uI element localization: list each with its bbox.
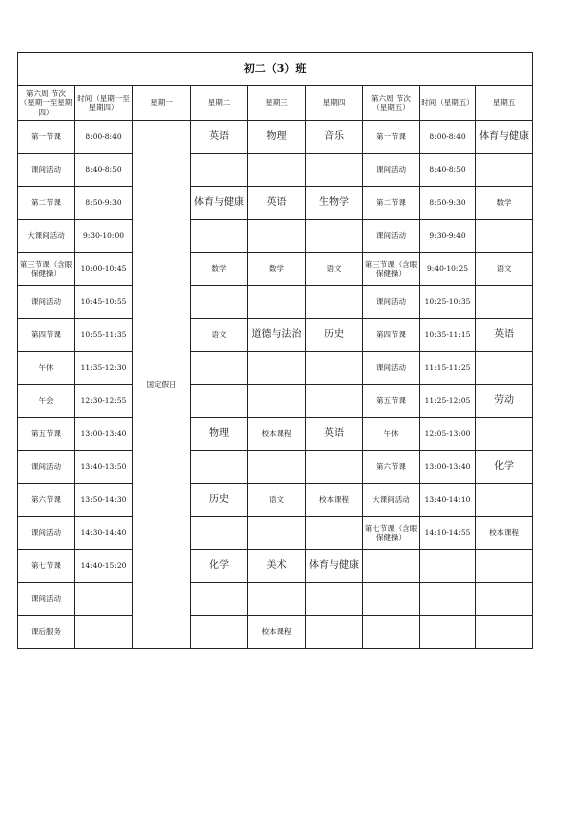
wednesday-cell: 校本课程 [248, 418, 306, 451]
header-cell: 第六周 节次（星期一至星期四） [18, 86, 75, 121]
time-cell: 14:30-14:40 [75, 517, 133, 550]
friday-cell [476, 583, 533, 616]
thursday-cell: 语文 [306, 253, 363, 286]
tuesday-cell [191, 385, 248, 418]
time-cell: 14:40-15:20 [75, 550, 133, 583]
thursday-cell: 体育与健康 [306, 550, 363, 583]
period-cell: 第三节课（含眼保健操） [18, 253, 75, 286]
timetable-row [18, 319, 533, 352]
friday-time-cell: 8:50-9:30 [420, 187, 476, 220]
time-cell: 13:40-13:50 [75, 451, 133, 484]
friday-cell: 英语 [476, 319, 533, 352]
friday-cell [476, 484, 533, 517]
friday-time-cell: 8:40-8:50 [420, 154, 476, 187]
timetable-row [18, 352, 533, 385]
timetable-row [18, 451, 533, 484]
period-cell: 午休 [18, 352, 75, 385]
friday-time-cell: 13:40-14:10 [420, 484, 476, 517]
friday-period-cell: 第四节课 [363, 319, 420, 352]
monday-holiday-cell: 国定假日 [133, 121, 191, 649]
friday-time-cell: 12:05-13:00 [420, 418, 476, 451]
wednesday-cell: 英语 [248, 187, 306, 220]
period-cell: 课间活动 [18, 583, 75, 616]
friday-period-cell: 第七节课（含眼保健操） [363, 517, 420, 550]
time-cell [75, 616, 133, 649]
tuesday-cell [191, 220, 248, 253]
timetable-row [18, 385, 533, 418]
period-cell: 课后服务 [18, 616, 75, 649]
period-cell: 午会 [18, 385, 75, 418]
timetable-row [18, 550, 533, 583]
wednesday-cell [248, 385, 306, 418]
friday-time-cell [420, 616, 476, 649]
header-cell: 星期四 [306, 86, 363, 121]
header-cell: 时间（星期五） [420, 86, 476, 121]
thursday-cell: 英语 [306, 418, 363, 451]
timetable-row [18, 154, 533, 187]
wednesday-cell [248, 286, 306, 319]
wednesday-cell: 数学 [248, 253, 306, 286]
time-cell: 13:50-14:30 [75, 484, 133, 517]
wednesday-cell: 美术 [248, 550, 306, 583]
wednesday-cell [248, 517, 306, 550]
tuesday-cell [191, 451, 248, 484]
time-cell: 10:55-11:35 [75, 319, 133, 352]
timetable-row [18, 121, 533, 154]
friday-period-cell: 第一节课 [363, 121, 420, 154]
friday-time-cell: 10:25-10:35 [420, 286, 476, 319]
period-cell: 课间活动 [18, 517, 75, 550]
friday-cell: 校本课程 [476, 517, 533, 550]
friday-period-cell: 课间活动 [363, 352, 420, 385]
period-cell: 第五节课 [18, 418, 75, 451]
friday-cell [476, 286, 533, 319]
tuesday-cell: 数学 [191, 253, 248, 286]
tuesday-cell [191, 286, 248, 319]
timetable-row [18, 220, 533, 253]
friday-cell: 数学 [476, 187, 533, 220]
friday-cell [476, 220, 533, 253]
header-cell: 星期一 [133, 86, 191, 121]
friday-time-cell: 11:15-11:25 [420, 352, 476, 385]
friday-period-cell: 第五节课 [363, 385, 420, 418]
friday-time-cell: 9:40-10:25 [420, 253, 476, 286]
thursday-cell: 校本课程 [306, 484, 363, 517]
friday-time-cell: 8:00-8:40 [420, 121, 476, 154]
thursday-cell [306, 154, 363, 187]
time-cell: 12:30-12:55 [75, 385, 133, 418]
friday-cell: 体育与健康 [476, 121, 533, 154]
timetable-row [18, 517, 533, 550]
time-cell: 10:45-10:55 [75, 286, 133, 319]
period-cell: 第一节课 [18, 121, 75, 154]
time-cell: 8:40-8:50 [75, 154, 133, 187]
friday-cell [476, 154, 533, 187]
friday-period-cell: 第三节课（含眼保健操） [363, 253, 420, 286]
friday-period-cell [363, 616, 420, 649]
header-cell: 第六周 节次（星期五） [363, 86, 420, 121]
thursday-cell [306, 352, 363, 385]
tuesday-cell: 英语 [191, 121, 248, 154]
timetable-row [18, 418, 533, 451]
class-timetable [17, 52, 533, 649]
period-cell: 课间活动 [18, 154, 75, 187]
thursday-cell [306, 616, 363, 649]
header-cell: 时间（星期一至星期四） [75, 86, 133, 121]
period-cell: 第四节课 [18, 319, 75, 352]
wednesday-cell [248, 220, 306, 253]
timetable-row [18, 583, 533, 616]
thursday-cell [306, 451, 363, 484]
friday-period-cell: 第二节课 [363, 187, 420, 220]
tuesday-cell: 化学 [191, 550, 248, 583]
time-cell: 8:00-8:40 [75, 121, 133, 154]
friday-cell [476, 352, 533, 385]
friday-period-cell [363, 583, 420, 616]
friday-period-cell: 大课间活动 [363, 484, 420, 517]
friday-time-cell [420, 550, 476, 583]
period-cell: 第二节课 [18, 187, 75, 220]
tuesday-cell: 历史 [191, 484, 248, 517]
friday-time-cell: 10:35-11:15 [420, 319, 476, 352]
time-cell: 13:00-13:40 [75, 418, 133, 451]
friday-cell: 语文 [476, 253, 533, 286]
timetable-row [18, 253, 533, 286]
friday-period-cell [363, 550, 420, 583]
period-cell: 课间活动 [18, 286, 75, 319]
timetable-title: 初二（3）班 [18, 53, 533, 86]
tuesday-cell [191, 517, 248, 550]
tuesday-cell: 物理 [191, 418, 248, 451]
time-cell [75, 583, 133, 616]
tuesday-cell: 语文 [191, 319, 248, 352]
friday-cell: 化学 [476, 451, 533, 484]
wednesday-cell [248, 451, 306, 484]
period-cell: 课间活动 [18, 451, 75, 484]
thursday-cell [306, 385, 363, 418]
thursday-cell [306, 286, 363, 319]
header-cell: 星期五 [476, 86, 533, 121]
friday-time-cell: 11:25-12:05 [420, 385, 476, 418]
friday-time-cell: 14:10-14:55 [420, 517, 476, 550]
timetable-row [18, 286, 533, 319]
wednesday-cell [248, 583, 306, 616]
time-cell: 11:35-12:30 [75, 352, 133, 385]
period-cell: 第七节课 [18, 550, 75, 583]
tuesday-cell [191, 583, 248, 616]
header-cell: 星期三 [248, 86, 306, 121]
period-cell: 大课间活动 [18, 220, 75, 253]
wednesday-cell: 校本课程 [248, 616, 306, 649]
friday-period-cell: 第六节课 [363, 451, 420, 484]
wednesday-cell: 物理 [248, 121, 306, 154]
time-cell: 9:30-10:00 [75, 220, 133, 253]
friday-cell [476, 550, 533, 583]
thursday-cell [306, 220, 363, 253]
friday-cell: 劳动 [476, 385, 533, 418]
timetable-row [18, 187, 533, 220]
header-row [18, 86, 533, 121]
wednesday-cell: 道德与法治 [248, 319, 306, 352]
wednesday-cell [248, 352, 306, 385]
friday-cell [476, 418, 533, 451]
thursday-cell: 生物学 [306, 187, 363, 220]
time-cell: 8:50-9:30 [75, 187, 133, 220]
friday-period-cell: 课间活动 [363, 220, 420, 253]
friday-period-cell: 课间活动 [363, 154, 420, 187]
wednesday-cell: 语文 [248, 484, 306, 517]
thursday-cell [306, 583, 363, 616]
thursday-cell [306, 517, 363, 550]
friday-period-cell: 午休 [363, 418, 420, 451]
friday-cell [476, 616, 533, 649]
timetable-row [18, 616, 533, 649]
thursday-cell: 音乐 [306, 121, 363, 154]
time-cell: 10:00-10:45 [75, 253, 133, 286]
header-cell: 星期二 [191, 86, 248, 121]
tuesday-cell [191, 616, 248, 649]
wednesday-cell [248, 154, 306, 187]
friday-time-cell [420, 583, 476, 616]
tuesday-cell: 体育与健康 [191, 187, 248, 220]
thursday-cell: 历史 [306, 319, 363, 352]
friday-time-cell: 13:00-13:40 [420, 451, 476, 484]
period-cell: 第六节课 [18, 484, 75, 517]
friday-period-cell: 课间活动 [363, 286, 420, 319]
tuesday-cell [191, 352, 248, 385]
timetable-row [18, 484, 533, 517]
tuesday-cell [191, 154, 248, 187]
friday-time-cell: 9:30-9:40 [420, 220, 476, 253]
